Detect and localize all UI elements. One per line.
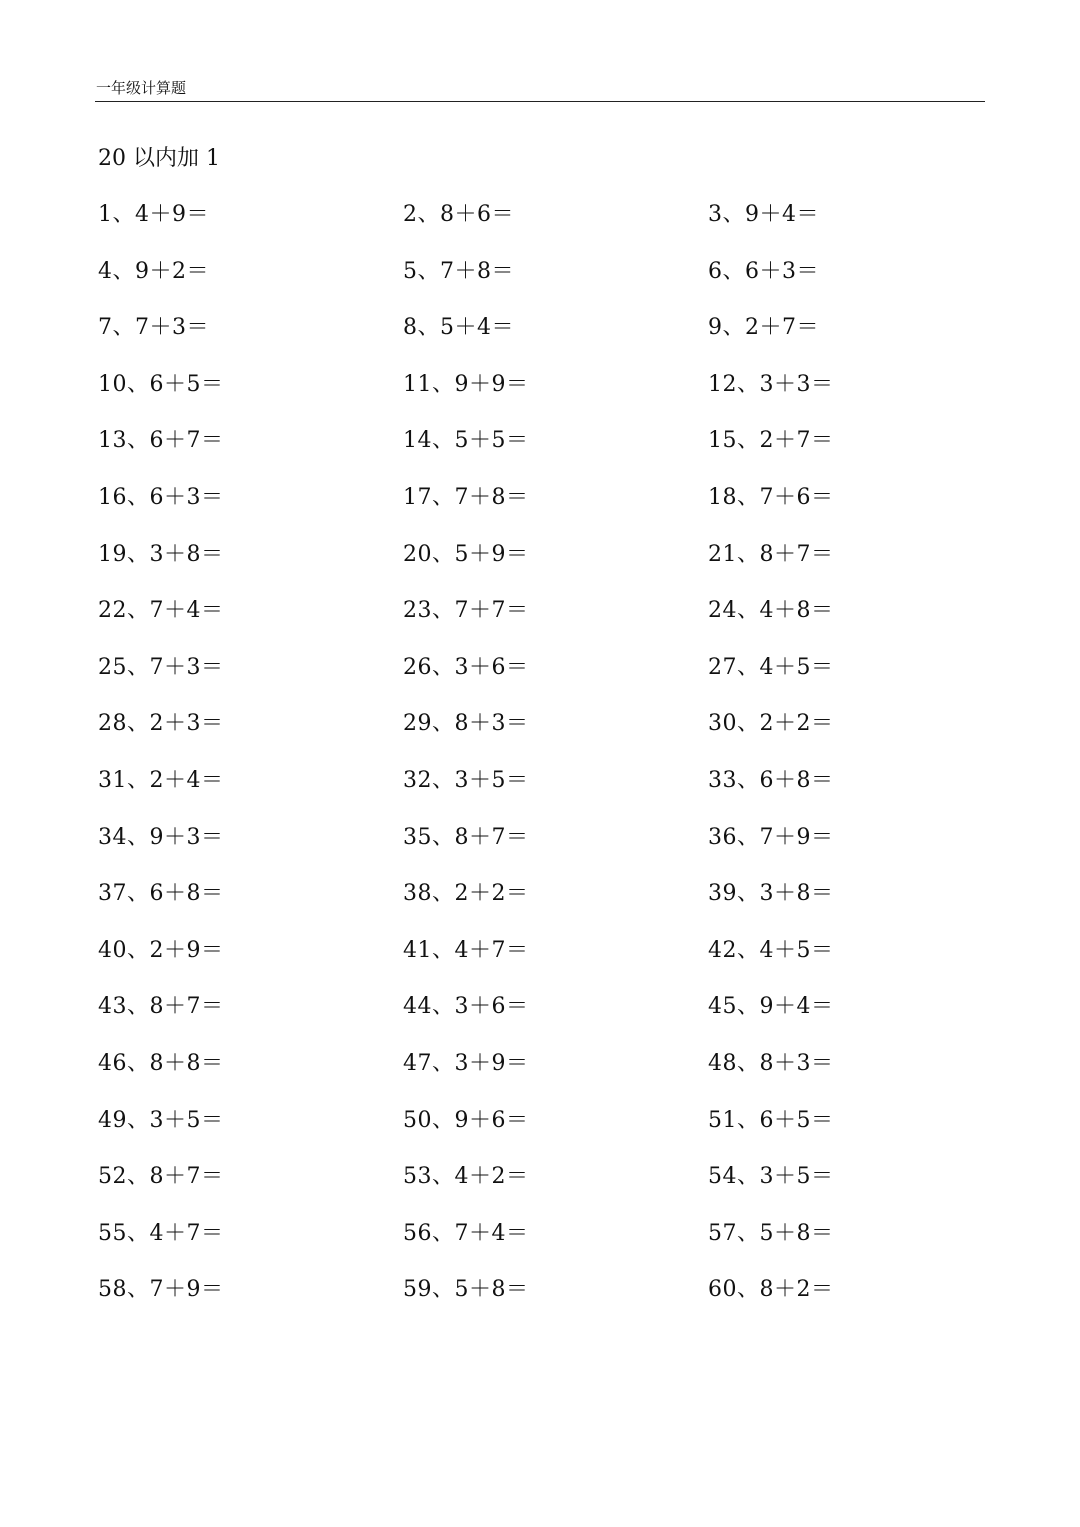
header-title: 一年级计算题 bbox=[96, 79, 187, 97]
problem-item: 28、2＋3＝ bbox=[98, 711, 224, 737]
problem-item: 25、7＋3＝ bbox=[98, 654, 224, 680]
problem-item: 52、8＋7＝ bbox=[98, 1164, 224, 1190]
problem-item: 47、3＋9＝ bbox=[403, 1050, 529, 1076]
problem-item: 38、2＋2＝ bbox=[403, 881, 529, 907]
problem-item: 37、6＋8＝ bbox=[98, 881, 224, 907]
problem-item: 23、7＋7＝ bbox=[403, 598, 529, 624]
problem-item: 20、5＋9＝ bbox=[403, 541, 529, 567]
problem-grid bbox=[98, 200, 1013, 1332]
problem-item: 30、2＋2＝ bbox=[708, 711, 834, 737]
problem-item: 32、3＋5＝ bbox=[403, 767, 529, 793]
problem-item: 51、6＋5＝ bbox=[708, 1107, 834, 1133]
problem-item: 19、3＋8＝ bbox=[98, 541, 224, 567]
problem-item: 36、7＋9＝ bbox=[708, 824, 834, 850]
problem-item: 35、8＋7＝ bbox=[403, 824, 529, 850]
problem-item: 26、3＋6＝ bbox=[403, 654, 529, 680]
problem-item: 45、9＋4＝ bbox=[708, 994, 834, 1020]
problem-item: 15、2＋7＝ bbox=[708, 428, 834, 454]
problem-item: 10、6＋5＝ bbox=[98, 371, 224, 397]
problem-item: 44、3＋6＝ bbox=[403, 994, 529, 1020]
problem-item: 22、7＋4＝ bbox=[98, 598, 224, 624]
problem-item: 55、4＋7＝ bbox=[98, 1220, 224, 1246]
problem-item: 17、7＋8＝ bbox=[403, 484, 529, 510]
problem-item: 6、6＋3＝ bbox=[708, 258, 819, 284]
problem-item: 48、8＋3＝ bbox=[708, 1050, 834, 1076]
problem-item: 8、5＋4＝ bbox=[403, 315, 514, 341]
problem-item: 24、4＋8＝ bbox=[708, 598, 834, 624]
problem-item: 59、5＋8＝ bbox=[403, 1277, 529, 1303]
problem-item: 56、7＋4＝ bbox=[403, 1220, 529, 1246]
problem-item: 11、9＋9＝ bbox=[403, 371, 529, 397]
problem-item: 39、3＋8＝ bbox=[708, 881, 834, 907]
problem-item: 18、7＋6＝ bbox=[708, 484, 834, 510]
problem-item: 58、7＋9＝ bbox=[98, 1277, 224, 1303]
problem-item: 29、8＋3＝ bbox=[403, 711, 529, 737]
problem-item: 14、5＋5＝ bbox=[403, 428, 529, 454]
problem-item: 21、8＋7＝ bbox=[708, 541, 834, 567]
problem-item: 34、9＋3＝ bbox=[98, 824, 224, 850]
problem-item: 1、4＋9＝ bbox=[98, 202, 209, 227]
problem-item: 53、4＋2＝ bbox=[403, 1164, 529, 1190]
problem-item: 12、3＋3＝ bbox=[708, 371, 834, 397]
problem-item: 33、6＋8＝ bbox=[708, 767, 834, 793]
problem-item: 31、2＋4＝ bbox=[98, 767, 224, 793]
section-title: 20 以内加 1 bbox=[98, 146, 220, 171]
problem-item: 60、8＋2＝ bbox=[708, 1277, 834, 1303]
problem-item: 2、8＋6＝ bbox=[403, 202, 514, 227]
problem-item: 40、2＋9＝ bbox=[98, 937, 224, 963]
problem-item: 57、5＋8＝ bbox=[708, 1220, 834, 1246]
problem-item: 9、2＋7＝ bbox=[708, 315, 819, 341]
problem-item: 27、4＋5＝ bbox=[708, 654, 834, 680]
problem-item: 3、9＋4＝ bbox=[708, 202, 819, 227]
problem-item: 5、7＋8＝ bbox=[403, 258, 514, 284]
problem-item: 42、4＋5＝ bbox=[708, 937, 834, 963]
problem-item: 16、6＋3＝ bbox=[98, 484, 224, 510]
problem-item: 54、3＋5＝ bbox=[708, 1164, 834, 1190]
problem-item: 43、8＋7＝ bbox=[98, 994, 224, 1020]
page-header bbox=[95, 74, 985, 102]
problem-item: 7、7＋3＝ bbox=[98, 315, 209, 341]
problem-item: 49、3＋5＝ bbox=[98, 1107, 224, 1133]
problem-item: 4、9＋2＝ bbox=[98, 258, 209, 284]
problem-item: 13、6＋7＝ bbox=[98, 428, 224, 454]
problem-item: 50、9＋6＝ bbox=[403, 1107, 529, 1133]
problem-item: 46、8＋8＝ bbox=[98, 1050, 224, 1076]
problem-item: 41、4＋7＝ bbox=[403, 937, 529, 963]
